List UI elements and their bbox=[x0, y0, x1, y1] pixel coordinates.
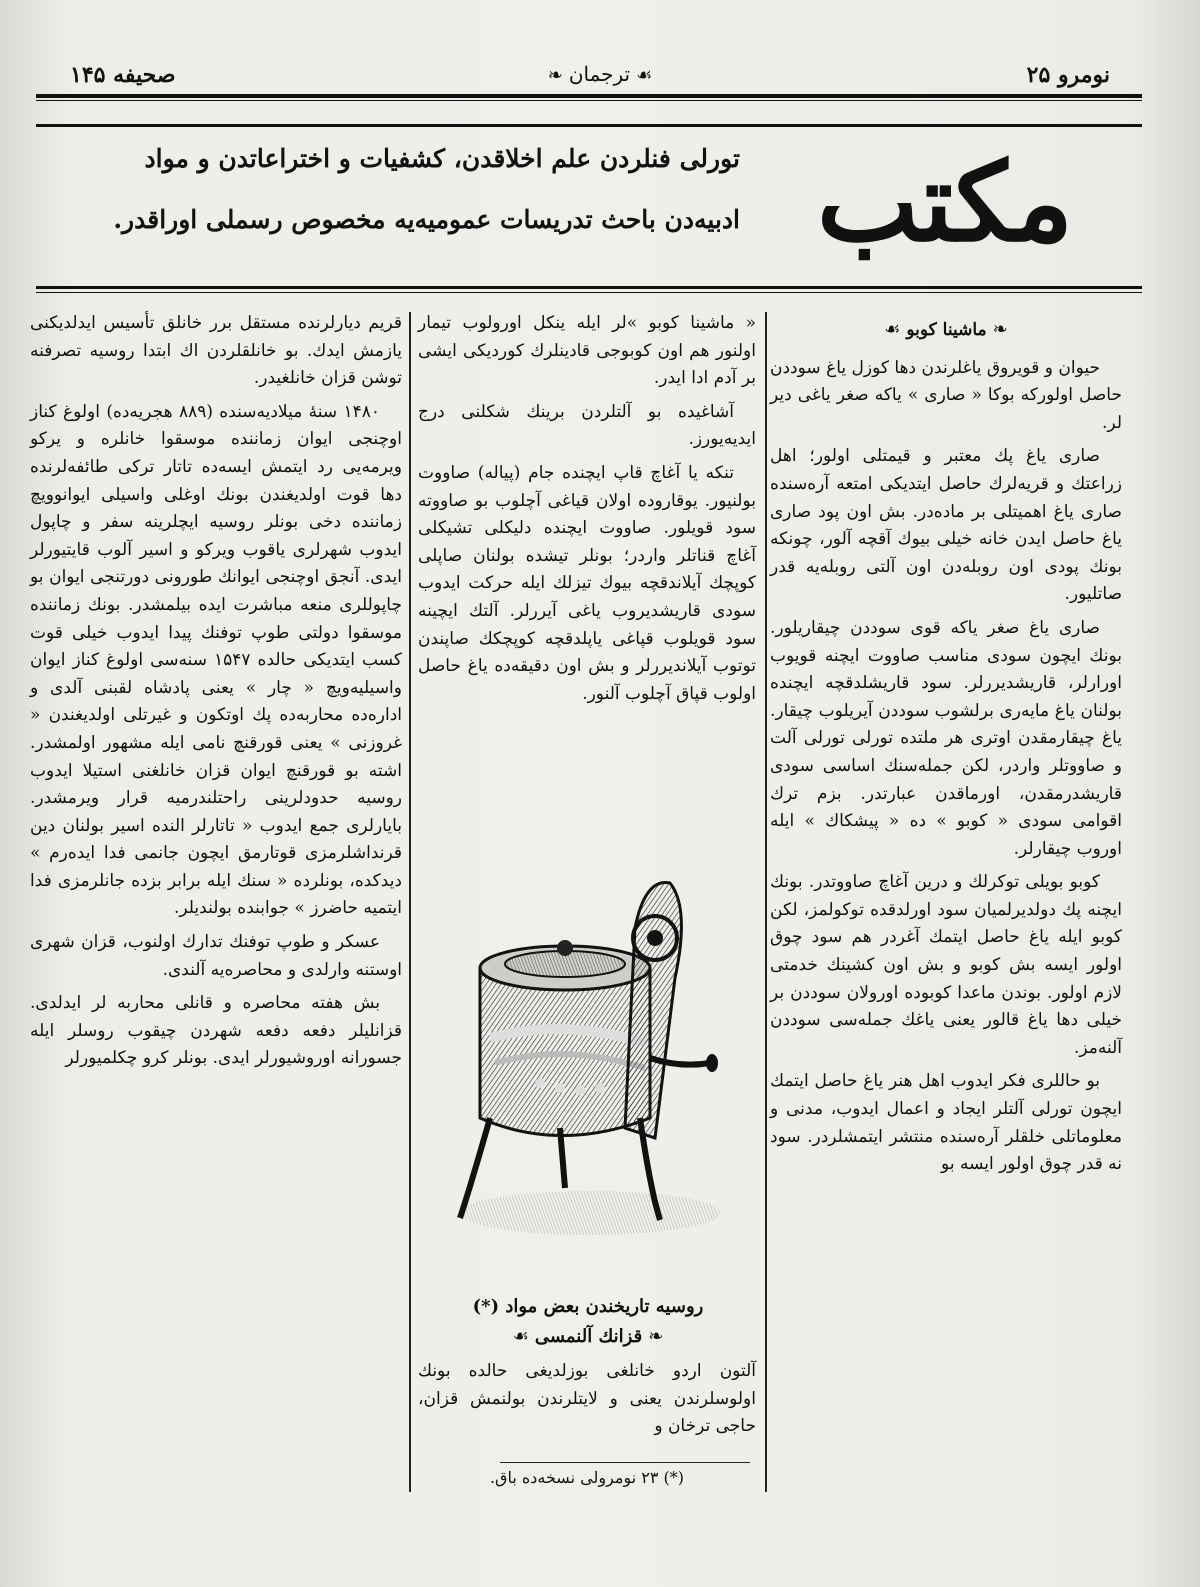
column-divider-right bbox=[765, 312, 767, 1492]
history-paragraph: بش هفته محاصره و قانلی محاربه لر ایدلدی. قزانلیلر دفعه دفعه شهردن چیقوب روسلر ایله جسورانه اوروشیورلر ایدی. بونلر کرو چکلمیورلر bbox=[30, 993, 402, 1069]
continuation-paragraph: تنکه یا آغاچ قاپ ایچنده جام (پیاله) صاووت بولنیور. یوقارودە اولان قیاغی آچلوب بو صاووته سود قویلور. صاووت ایچنده دلیکلی تشیکلی آغاچ قناتلر واردر؛ بونلر تیشده بولنان صاپلی کوپچك آیلاندقچه بیوك تیزلك ایله حرکت ایدوب سودی قاریشدیروب یاغی آیررلر. آلتك ایچینه سود قویلوب قپاغی یاپلدقچه کوپچکك صاپندن توتوب آیلاندیررلر و بش اون دقیقه‌ده یاغ حاصل اولوب قپاق آچلوب آلنور. bbox=[418, 462, 756, 704]
masthead-bottom-rule bbox=[36, 286, 1142, 289]
article-paragraph: صاری یاغ پك معتبر و قیمتلی اولور؛ اهل زراعتك و قریه‌لرك حاصل ایتدیکی امتعه آره‌سنده صاری یاغ اهمیتلی بر ماده‌در. بش اون پود صاری یاغ حاصل ایدن خانه خیلی بیوك آقچه آلور، چونکه بونك پودی اون روبله‌دن اون آلتی روبله‌یه قدر صاتلیور. bbox=[770, 446, 1122, 605]
column-main-article bbox=[770, 310, 1122, 1185]
left-ornament-icon: ❧ bbox=[547, 65, 563, 86]
issue-number: نومرو ۲۵ bbox=[1026, 62, 1110, 88]
section-subtitle-block bbox=[420, 1326, 756, 1347]
paper-name-block bbox=[520, 62, 680, 86]
butter-churn-illustration bbox=[450, 868, 730, 1248]
history-paragraph: عسکر و طوپ توفنك تدارك اولنوب، قزان شهری اوستنه وارلدی و محاصره‌یه آلندی. bbox=[30, 932, 402, 980]
page-header bbox=[40, 62, 1140, 96]
history-paragraph: ۱۴۸۰ سنهٔ میلادیه‌سنده (۸۸۹ هجریه‌ده) اولوغ کناز اوچنجی ایوان زماننده موسقوا خانلره و یرکو ویرمه‌یی رد ایتمش ایسه‌ده تاتار ترکی طائفه‌لرنده دها قوت اولدیغندن بونك اوغلی واسیلی ایوانوویچ زماننده دخی بونلر روسیه ایچلرینه سفر و چاپول ایدوب شهرلری یاقوب ویرکو و اسیر آلوب قایتیورلر ایدی. آنجق اوچنجی ایوانك طورونی دورتنجی ایوان بو چاپوللری منعه مباشرت ایده بیلمشدر. بونك زماننده موسقوا دولتی طوپ توفنك پیدا ایدوب خیلی قوت کسب ایتدیکی حالده ۱۵۴۷ سنه‌سی اولوغ کناز ایوان واسیلیه‌ویچ « چار » یعنی پادشاه لقبنی آلدی و اداره‌ده محاربه‌ده پك اوتکون و غیرتلی اولدیغندن « غروزنی » یعنی قورقنچ نامی ایله مشهور اولمشدر. اشته بو قورقنچ ایوان قزان خانلغنی استیلا ایدوب روسیه حدودلرینی راحتلندرمیه قرار ویرمشدر. بایارلری جمع ایدوب « تاتارلر النده اسیر بولنان دین قرنداشلرمزی قوتارمق ایچون جانمی فدا ایده‌رم » دیدکده، بونلرده « سنك ایله برابر بزده جانلرمزی فدا ایتمیه حاضرز » جوابنده بولندیلر. bbox=[30, 401, 402, 919]
article-paragraph: صاری یاغ صغر یاکه قوی سوددن چیقاریلور. بونك ایچون سودی مناسب صاووت ایچنه قویوب اورارلر، قاریشدیررلر. سود قاریشلدقچه ایچنده بولنان یاغ مایه‌ری برلشوب سوددن آیریلوب چیقار. یاغ چیقارمقدن اوتری هر ملتده تورلی تورلی آلت و صاووتلر واردر، لکن جمله‌سنك اساسی سودی قاریشدرمقدن، اورماقدن عبارتدر. بزم ترك اقوامی سودی « کوبو » ده « پیشکاك » ایله اوروب چیقارلر. bbox=[770, 617, 1122, 859]
subtitle-ornament-icon-2: ☙ bbox=[512, 1326, 529, 1347]
masthead-bottom-rule-thin bbox=[36, 292, 1142, 293]
title-ornament-icon: ❧ bbox=[992, 319, 1008, 340]
section-text: آلتون اردو خانلغی بوزلدیغی حالده بونك اولوسلرندن یعنی و لایتلرندن بولنمش قزان، حاجی ترخان و bbox=[418, 1361, 756, 1437]
title-ornament-icon-2: ☙ bbox=[884, 319, 901, 340]
section-subtitle: قزانك آلنمسی bbox=[534, 1326, 643, 1347]
footnote: (*) ۲۳ نومرولی نسخه‌ده باق. bbox=[489, 1468, 685, 1487]
continuation-paragraph: « ماشینا کوبو »لر ایله ینکل اورولوب تیمار اولنور هم اون کوبوجی قادینلرك کوردیکی ایشی بر آدم ادا ایدر. bbox=[418, 313, 756, 389]
article-paragraph: حیوان و قویروق یاغلرندن دها کوزل یاغ سوددن حاصل اولورکه بوکا « صاری » یاکه صغر یاغی دیر لر. bbox=[770, 357, 1122, 433]
header-rule-thick bbox=[36, 94, 1142, 98]
right-ornament-icon: ☙ bbox=[636, 65, 653, 86]
column-divider-left bbox=[409, 312, 411, 1492]
article-paragraph: بو حاللری فکر ایدوب اهل هنر یاغ حاصل ایتمك ایچون تورلی آلتلر ایجاد و اعمال ایدوب، مدنی و معلوماتلی خلقلر آره‌سنده منتشر ایتمشلردر. سود نه قدر چوق اولور ایسه بو bbox=[770, 1071, 1122, 1175]
header-rule-thin bbox=[36, 100, 1142, 101]
subtitle-ornament-icon: ❧ bbox=[648, 1326, 664, 1347]
section-title: روسیه تاریخندن بعض مواد (*) bbox=[472, 1296, 704, 1317]
article-paragraph: کوبو بویلی توکرلك و درین آغاچ صاووتدر. بونك ایچنه پك دولدیرلمیان سود اورلدقده توکولمز، لکن کوبو ایله یاغ حاصل ایتمك آغردر هم سود چوق اولور ایسه بش کوبو و بش اون کشینك خدمتی لازم اولور. بوندن ماعدا کوبوده اورولان سوددن بر خیلی دها یاغ قالور یعنی یاغك جمله‌سی سوددن آلنه‌مز. bbox=[770, 872, 1122, 1058]
masthead-logo: مکتب bbox=[816, 140, 1074, 266]
page-number: صحیفه ۱۴۵ bbox=[70, 62, 176, 88]
masthead-subtitle-line2: ادبیه‌دن باحث تدریسات عمومیه‌یه مخصوص رسملی اوراقدر. bbox=[113, 205, 740, 234]
footnote-rule bbox=[500, 1462, 750, 1463]
article-title: ماشینا کوبو bbox=[906, 320, 987, 340]
article-title-block bbox=[770, 316, 1122, 345]
masthead-top-rule bbox=[36, 124, 1142, 127]
history-paragraph: قریم دیارلرنده مستقل برر خانلق تأسیس ایدلدیکنی یازمش ایدك. بو خانلقلردن اك ابتدا روسیه تصرفنه توشن قزان خانلغیدر. bbox=[30, 313, 402, 389]
column-history bbox=[30, 310, 402, 1079]
masthead-subtitle-line1: تورلی فنلردن علم اخلاقدن، کشفیات و اختراعاتدن و مواد bbox=[144, 144, 740, 173]
column-continuation bbox=[418, 310, 756, 714]
paper-name: ترجمان bbox=[568, 62, 631, 86]
continuation-paragraph: آشاغیده بو آلتلردن برینك شکلنی درج ایدیه‌یورز. bbox=[418, 401, 756, 450]
